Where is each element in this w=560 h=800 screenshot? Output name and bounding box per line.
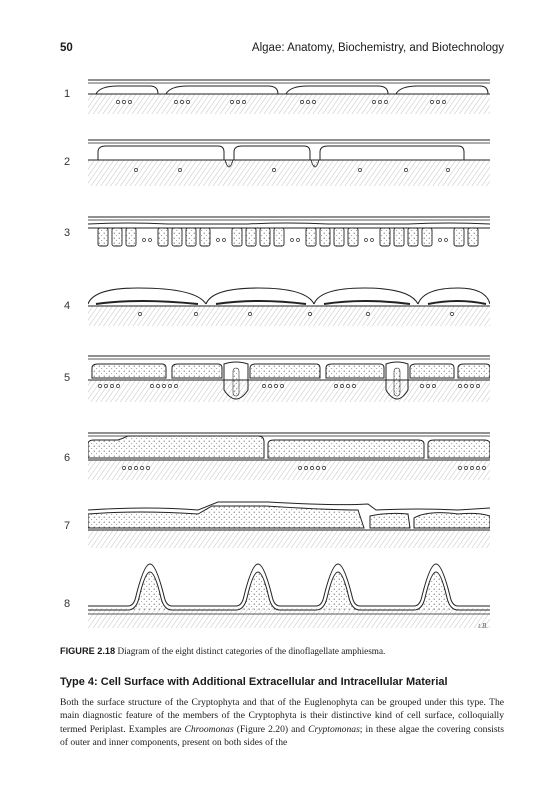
page-number: 50 bbox=[60, 42, 73, 54]
row-label-6: 6 bbox=[64, 452, 71, 464]
amphiesma-type-6-drawing bbox=[88, 430, 490, 482]
row-label-8: 8 bbox=[64, 598, 71, 610]
figure-2-18 bbox=[60, 66, 504, 636]
amphiesma-type-3-drawing bbox=[88, 212, 490, 252]
paragraph-run-3: (Figure 2.20) and bbox=[233, 723, 309, 735]
row-label-1: 1 bbox=[64, 88, 71, 100]
amphiesma-type-4-drawing bbox=[88, 278, 490, 328]
row-label-3: 3 bbox=[64, 227, 71, 239]
row-label-2: 2 bbox=[64, 156, 71, 168]
amphiesma-type-2-drawing bbox=[88, 134, 490, 188]
row-label-7: 7 bbox=[64, 520, 71, 532]
illustrator-signature: t.B. bbox=[478, 622, 488, 630]
figure-caption bbox=[60, 646, 504, 656]
paragraph-run-1: Both the surface structure of the Cryptophyta and that of the Euglenophyta can be grouped under this type. The main diagnostic feature of the members of the Cryptophyta is their distinctive kind of cell surface, colloquially termed Periplast. Examples are bbox=[60, 697, 504, 735]
running-title: Algae: Anatomy, Biochemistry, and Biotechnology bbox=[251, 42, 504, 54]
amphiesma-type-5-drawing bbox=[88, 350, 490, 410]
paragraph-genus-cryptomonas: Cryptomonas bbox=[308, 723, 360, 735]
amphiesma-type-8-drawing bbox=[88, 558, 490, 634]
row-label-4: 4 bbox=[64, 300, 71, 312]
running-header bbox=[60, 42, 504, 58]
paragraph-run-5: ; in these algae the covering consists of outer and inner components, present on both sides of the bbox=[60, 723, 504, 748]
figure-caption-label: FIGURE 2.18 bbox=[60, 646, 116, 656]
figure-caption-text: Diagram of the eight distinct categories of the dinoflagellate amphiesma. bbox=[117, 646, 386, 656]
section-heading: Type 4: Cell Surface with Additional Extracellular and Intracellular Material bbox=[60, 676, 448, 688]
amphiesma-type-1-drawing bbox=[88, 72, 490, 116]
paragraph-genus-chroomonas: Chroomonas bbox=[184, 723, 234, 735]
amphiesma-type-7-drawing bbox=[88, 496, 490, 550]
body-paragraph bbox=[60, 696, 504, 749]
row-label-5: 5 bbox=[64, 372, 71, 384]
